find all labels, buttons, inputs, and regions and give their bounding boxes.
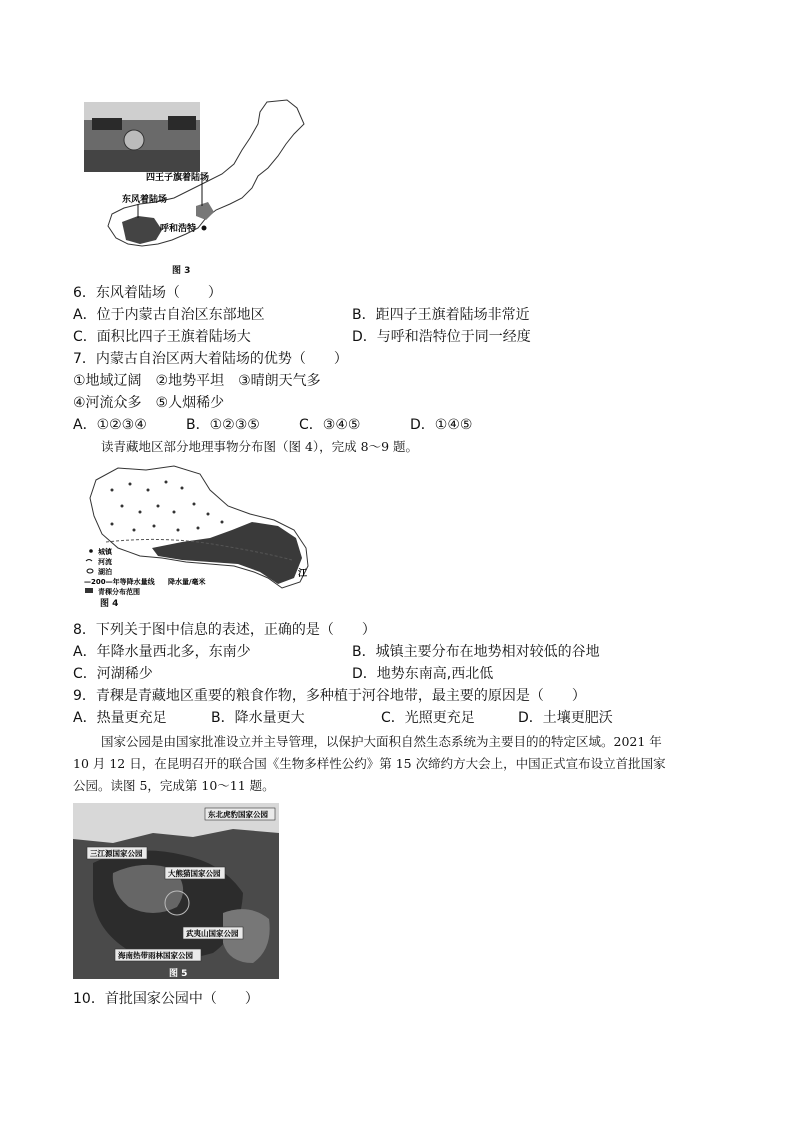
q9-option-a[interactable]: A．热量更充足 bbox=[73, 710, 167, 726]
passage-10-11-line3: 公园。读图 5，完成第 10～11 题。 bbox=[73, 778, 275, 793]
q10-stem: 10．首批国家公园中（ ） bbox=[73, 991, 259, 1007]
legend-lake: 湖泊 bbox=[98, 568, 112, 576]
q9-stem: 9．青稞是青藏地区重要的粮食作物，多种植于河谷地带，最主要的原因是（ ） bbox=[73, 688, 586, 704]
label-sanjiangyuan-park: 三江源国家公园 bbox=[90, 849, 143, 858]
q6-option-a[interactable]: A．位于内蒙古自治区东部地区 bbox=[73, 307, 265, 323]
q8-option-c[interactable]: C．河湖稀少 bbox=[73, 666, 153, 682]
legend-river: 河流 bbox=[98, 558, 112, 566]
q8-option-a[interactable]: A．年降水量西北多，东南少 bbox=[73, 644, 251, 660]
figure-3-caption: 图 3 bbox=[172, 266, 191, 276]
figure-5-caption: 图 5 bbox=[169, 969, 188, 979]
label-northeast-tiger-park: 东北虎豹国家公园 bbox=[208, 810, 268, 819]
q7-choices-line2: ④河流众多 ⑤人烟稀少 bbox=[73, 395, 225, 411]
label-panda-park: 大熊猫国家公园 bbox=[168, 869, 221, 878]
q7-option-a[interactable]: A．①②③④ bbox=[73, 417, 147, 433]
qinghai-tibet-map bbox=[82, 460, 314, 610]
q9-option-b[interactable]: B．降水量更大 bbox=[211, 710, 305, 726]
legend-town: 城镇 bbox=[98, 548, 112, 556]
q6-option-d[interactable]: D．与呼和浩特位于同一经度 bbox=[352, 329, 531, 345]
q6-option-b[interactable]: B．距四子王旗着陆场非常近 bbox=[352, 307, 530, 323]
passage-8-9: 读青藏地区部分地理事物分布图（图 4），完成 8～9 题。 bbox=[101, 439, 419, 454]
q7-stem: 7．内蒙古自治区两大着陆场的优势（ ） bbox=[73, 351, 348, 367]
q8-option-b[interactable]: B．城镇主要分布在地势相对较低的谷地 bbox=[352, 644, 600, 660]
figure-4 bbox=[82, 460, 314, 610]
q8-stem: 8．下列关于图中信息的表述，正确的是（ ） bbox=[73, 622, 376, 638]
label-wuyishan-park: 武夷山国家公园 bbox=[186, 929, 239, 938]
q9-option-d[interactable]: D．土壤更肥沃 bbox=[518, 710, 613, 726]
label-jiang: 江 bbox=[298, 569, 308, 579]
inner-mongolia-map bbox=[82, 98, 307, 278]
passage-10-11-line2: 10 月 12 日，在昆明召开的联合国《生物多样性公约》第 15 次缔约方大会上，中国正式宣布设立首批国家 bbox=[73, 756, 666, 771]
label-huhehaote: 呼和浩特 bbox=[160, 224, 197, 234]
q9-option-c[interactable]: C．光照更充足 bbox=[381, 710, 475, 726]
figure-3 bbox=[82, 98, 307, 278]
legend-unit: 降水量/毫米 bbox=[168, 578, 206, 586]
q7-choices-line1: ①地域辽阔 ②地势平坦 ③晴朗天气多 bbox=[73, 373, 321, 389]
label-hainan-rainforest-park: 海南热带雨林国家公园 bbox=[118, 951, 193, 960]
passage-10-11-line1: 国家公园是由国家批准设立并主导管理，以保护大面积自然生态系统为主要目的的特定区域。2021 年 bbox=[101, 734, 662, 749]
q6-stem: 6．东风着陆场（ ） bbox=[73, 285, 222, 301]
figure-4-caption: 图 4 bbox=[100, 599, 119, 609]
q7-option-b[interactable]: B．①②③⑤ bbox=[186, 417, 260, 433]
q6-option-c[interactable]: C．面积比四子王旗着陆场大 bbox=[73, 329, 251, 345]
q8-option-d[interactable]: D．地势东南高,西北低 bbox=[352, 666, 494, 682]
q7-option-c[interactable]: C．③④⑤ bbox=[299, 417, 361, 433]
figure-5 bbox=[73, 803, 279, 979]
legend-barley: 青稞分布范围 bbox=[98, 588, 140, 596]
q7-option-d[interactable]: D．①④⑤ bbox=[410, 417, 473, 433]
label-dongfeng: 东风着陆场 bbox=[122, 195, 168, 205]
legend-isohyet: —200—年等降水量线 bbox=[84, 578, 155, 586]
label-siziwang: 四王子旗着陆场 bbox=[146, 173, 210, 183]
national-parks-map bbox=[73, 803, 279, 979]
